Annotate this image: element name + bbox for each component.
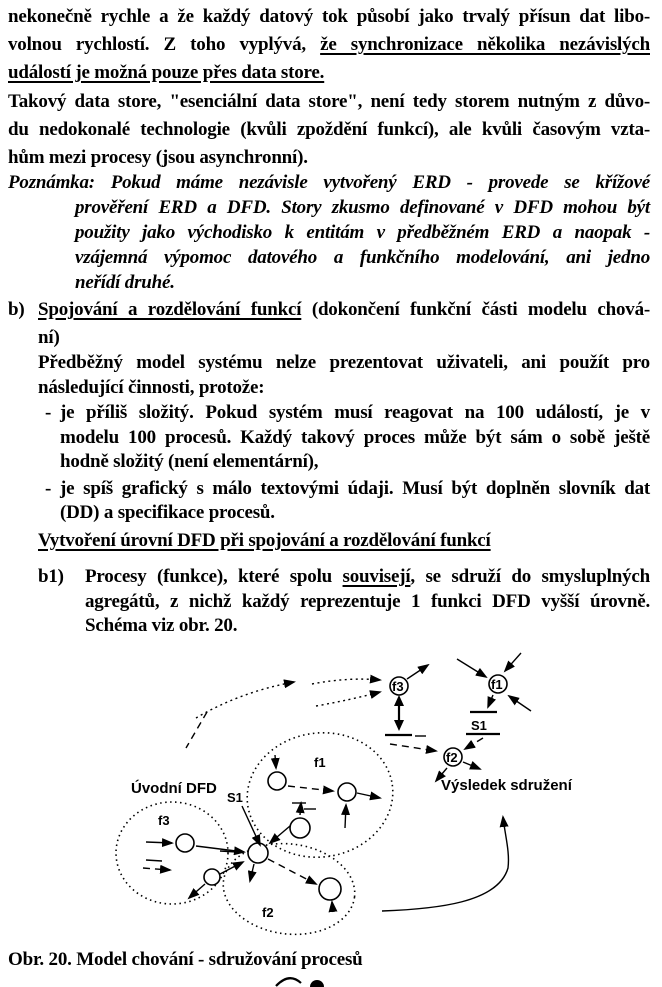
initial-dfd-group bbox=[116, 679, 401, 942]
text-line: - bbox=[45, 402, 52, 423]
figure-diagram bbox=[0, 640, 662, 987]
text-line: prověření ERD a DFD. Story zkusmo definované v DFD mohou být bbox=[75, 197, 650, 218]
label-left-f3: f3 bbox=[158, 813, 170, 828]
text-line: volnou rychlostí. Z toho vyplývá, že synchronizace několika nezávislých bbox=[8, 34, 650, 55]
text-line: je příliš složitý. Pokud systém musí reagovat na 100 událostí, je v bbox=[60, 402, 650, 423]
text-line: nekonečně rychle a že každý datový tok působí jako trvalý přísun dat libo- bbox=[8, 6, 650, 27]
text-line: Poznámka: Pokud máme nezávisle vytvořený ERD - provede se křížové bbox=[8, 172, 650, 193]
text-line: Obr. 20. Model chování - sdružování procesů bbox=[8, 949, 363, 970]
text-line: následující činnosti, protože: bbox=[38, 377, 265, 398]
cluster-f3-boundary bbox=[116, 802, 228, 904]
text-line: hodně složitý (není elementární), bbox=[60, 451, 319, 472]
label-left-f1: f1 bbox=[314, 755, 326, 770]
text-line: (DD) a specifikace procesů. bbox=[60, 502, 275, 523]
label-left-f2: f2 bbox=[262, 905, 274, 920]
result-group bbox=[382, 653, 573, 911]
text-line: Procesy (funkce), které spolu souvisejí, se sdruží do smysluplných bbox=[85, 566, 650, 587]
text-line: modelu 100 procesů. Každý takový proces může být sám o sobě ještě bbox=[60, 427, 650, 448]
text-line: Předběžný model systému nelze prezentovat uživateli, ani použít pro bbox=[38, 352, 650, 373]
label-right-f1: f1 bbox=[491, 677, 503, 692]
page-bottom-cutoff-marks bbox=[276, 978, 324, 987]
text-line: ní) bbox=[38, 327, 60, 348]
text-line: použity jako východisko k entitám v předběžném ERD a naopak - bbox=[75, 222, 650, 243]
label-right-s1: S1 bbox=[471, 718, 487, 733]
text-line: událostí je možná pouze přes data store. bbox=[8, 62, 325, 83]
text-line: Takový data store, "esenciální data store", není tedy storem nutným z důvo- bbox=[8, 91, 650, 112]
label-uvodni-dfd: Úvodní DFD bbox=[131, 780, 217, 797]
text-line: vzájemná výpomoc datového a funkčního modelování, ani jedno bbox=[75, 247, 650, 268]
label-right-f3: f3 bbox=[392, 679, 404, 694]
text-line: b1) bbox=[38, 566, 64, 587]
text-line: agregátů, z nichž každý reprezentuje 1 funkci DFD vyšší úrovně. bbox=[85, 591, 650, 612]
text-line: Schéma viz obr. 20. bbox=[85, 615, 238, 636]
text-line: Spojování a rozdělování funkcí (dokončení funkční části modelu chová- bbox=[38, 299, 650, 320]
text-line: - bbox=[45, 478, 52, 499]
text-line: Vytvoření úrovní DFD při spojování a rozdělování funkcí bbox=[38, 530, 491, 551]
text-line: neřídí druhé. bbox=[75, 272, 175, 293]
text-line: b) bbox=[8, 299, 25, 320]
label-left-s1: S1 bbox=[227, 790, 243, 805]
text-line: du nedokonalé technologie (kvůli zpoždění funkcí), ale kvůli časovým vzta- bbox=[8, 119, 650, 140]
text-line: hům mezi procesy (jsou asynchronní). bbox=[8, 147, 308, 168]
text-line: je spíš grafický s málo textovými údaji. Musí být doplněn slovník dat bbox=[60, 478, 650, 499]
label-vysledek-sdruzeni: Výsledek sdružení bbox=[441, 777, 572, 794]
label-right-f2: f2 bbox=[446, 750, 458, 765]
